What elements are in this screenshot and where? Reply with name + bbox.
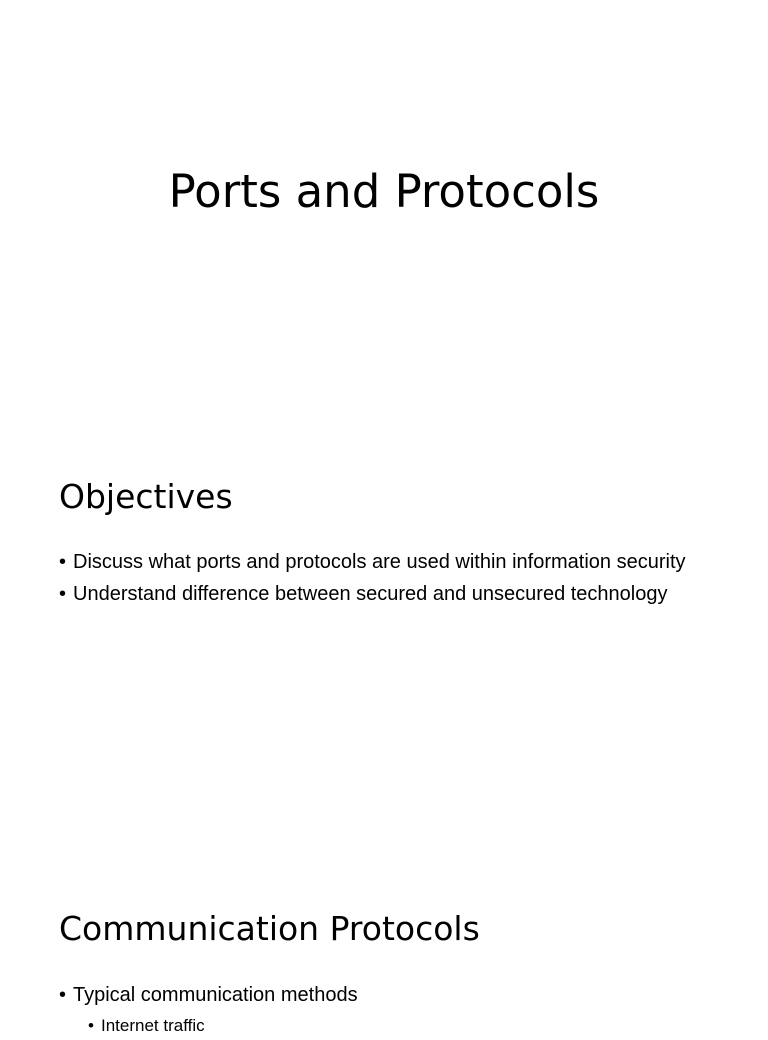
sub-bullet-list [88,1012,205,1040]
sub-bullet-text: Internet traffic [101,1016,205,1035]
bullet-text: Typical communication methods [73,984,358,1006]
presentation-title: Ports and Protocols [168,165,600,218]
bullet-icon: • [59,583,67,605]
bullet-icon: • [88,1016,94,1035]
objectives-slide [0,432,768,864]
bullet-list [59,546,686,610]
title-slide [0,0,768,432]
communication-protocols-slide [0,864,768,1035]
slide-heading: Communication Protocols [59,909,480,948]
bullet-item [59,546,686,578]
bullet-text: Discuss what ports and protocols are used within information security [73,551,686,573]
bullet-item [59,578,686,610]
sub-bullet-item [88,1012,205,1040]
bullet-icon: • [59,984,67,1006]
bullet-list [59,979,358,1011]
bullet-text: Understand difference between secured and unsecured technology [73,583,668,605]
bullet-icon: • [59,551,67,573]
bullet-item [59,979,358,1011]
slide-heading: Objectives [59,477,233,516]
